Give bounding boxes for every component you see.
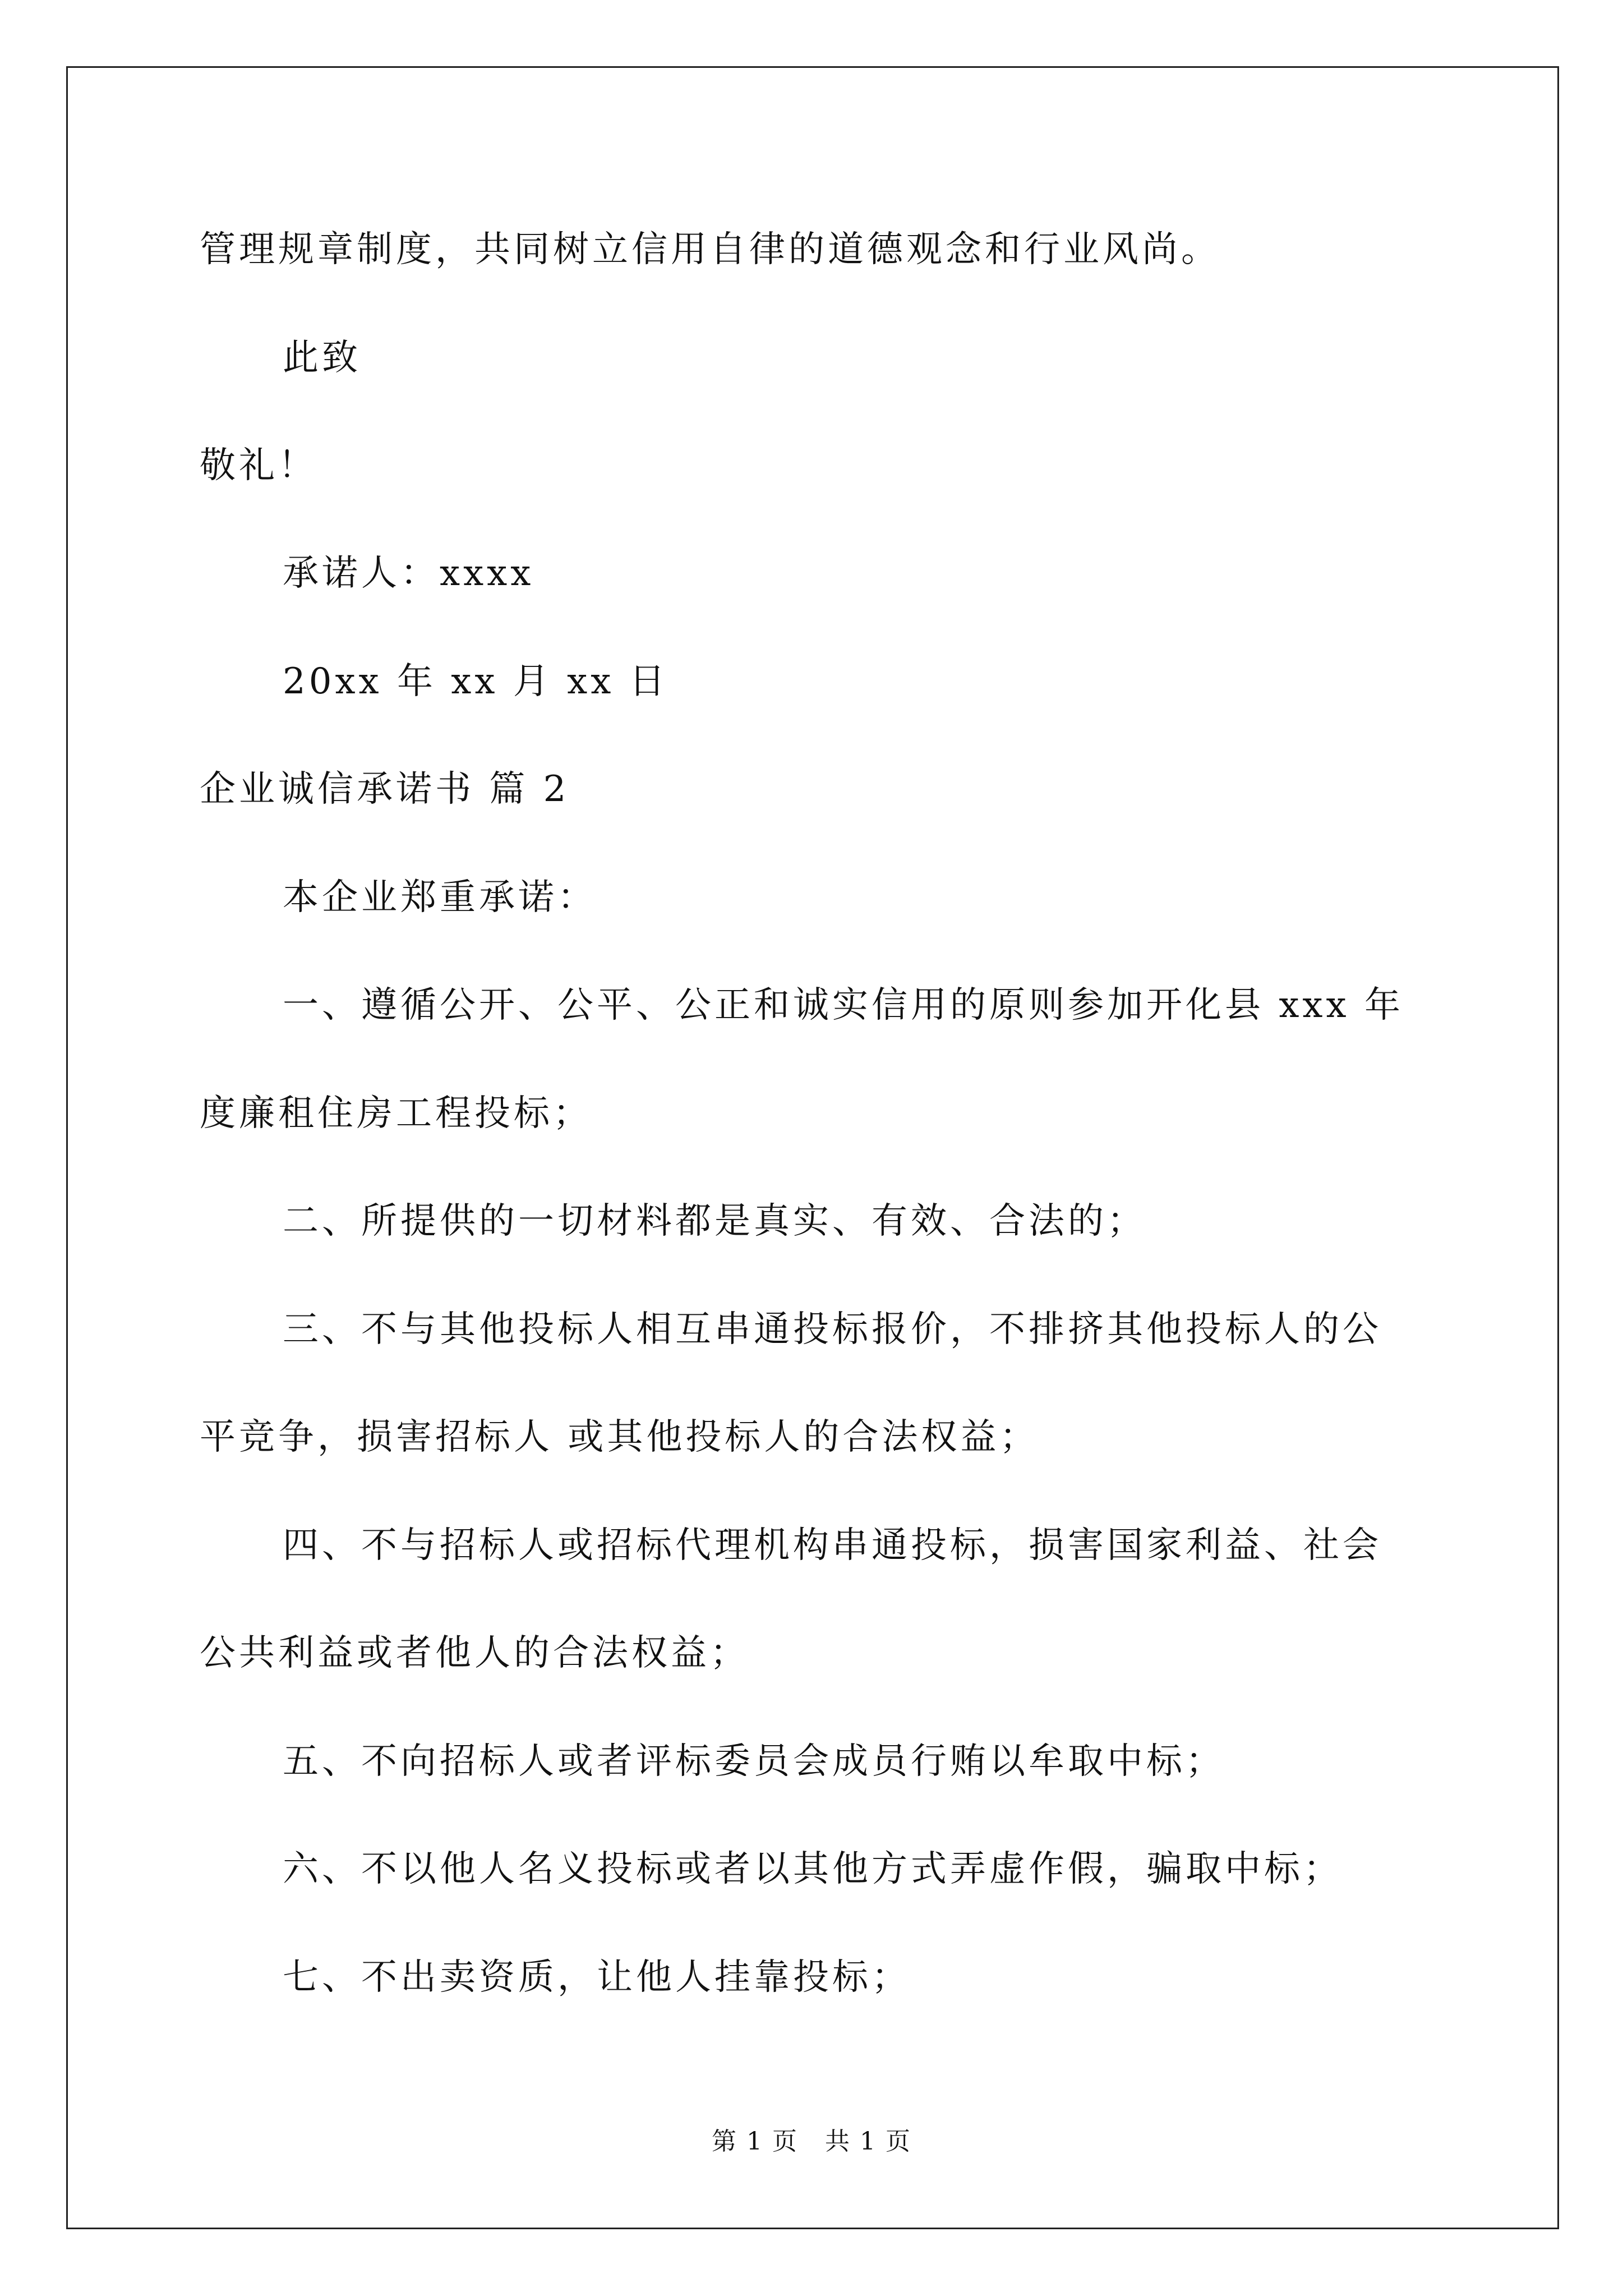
closing-salutation: 此致 <box>283 337 361 379</box>
paragraph-line: 平竞争，损害招标人 或其他投标人的合法权益； <box>200 1416 1039 1458</box>
section-heading: 企业诚信承诺书 篇 2 <box>200 769 570 810</box>
paragraph-line: 公共利益或者他人的合法权益； <box>200 1632 749 1674</box>
page-number-total: 共 1 页 <box>825 2127 911 2156</box>
page-number-current: 第 1 页 <box>712 2127 798 2156</box>
paragraph-line: 六、不以他人名义投标或者以其他方式弄虚作假，骗取中标； <box>283 1848 1343 1890</box>
paragraph-line: 一、遵循公开、公平、公正和诚实信用的原则参加开化县 xxx 年 <box>283 984 1404 1026</box>
paragraph-line: 四、不与招标人或招标代理机构串通投标，损害国家利益、社会 <box>283 1525 1382 1566</box>
paragraph-line: 三、不与其他投标人相互串通投标报价，不排挤其他投标人的公 <box>283 1309 1382 1350</box>
paragraph-line: 度廉租住房工程投标； <box>200 1093 592 1134</box>
paragraph-line: 五、不向招标人或者评标委员会成员行贿以牟取中标； <box>283 1741 1225 1782</box>
page-footer <box>0 2126 1623 2157</box>
signatory-line: 承诺人：xxxx <box>283 553 534 594</box>
paragraph-line: 七、不出卖资质，让他人挂靠投标； <box>283 1957 911 1998</box>
closing-regards: 敬礼！ <box>200 445 317 486</box>
paragraph-line: 二、所提供的一切材料都是真实、有效、合法的； <box>283 1200 1146 1242</box>
paragraph-line: 本企业郑重承诺： <box>283 877 597 918</box>
paragraph-line: 管理规章制度，共同树立信用自律的道德观念和行业风尚。 <box>200 229 1220 270</box>
page-border <box>66 66 1559 2229</box>
date-line: 20xx 年 xx 月 xx 日 <box>283 661 668 702</box>
